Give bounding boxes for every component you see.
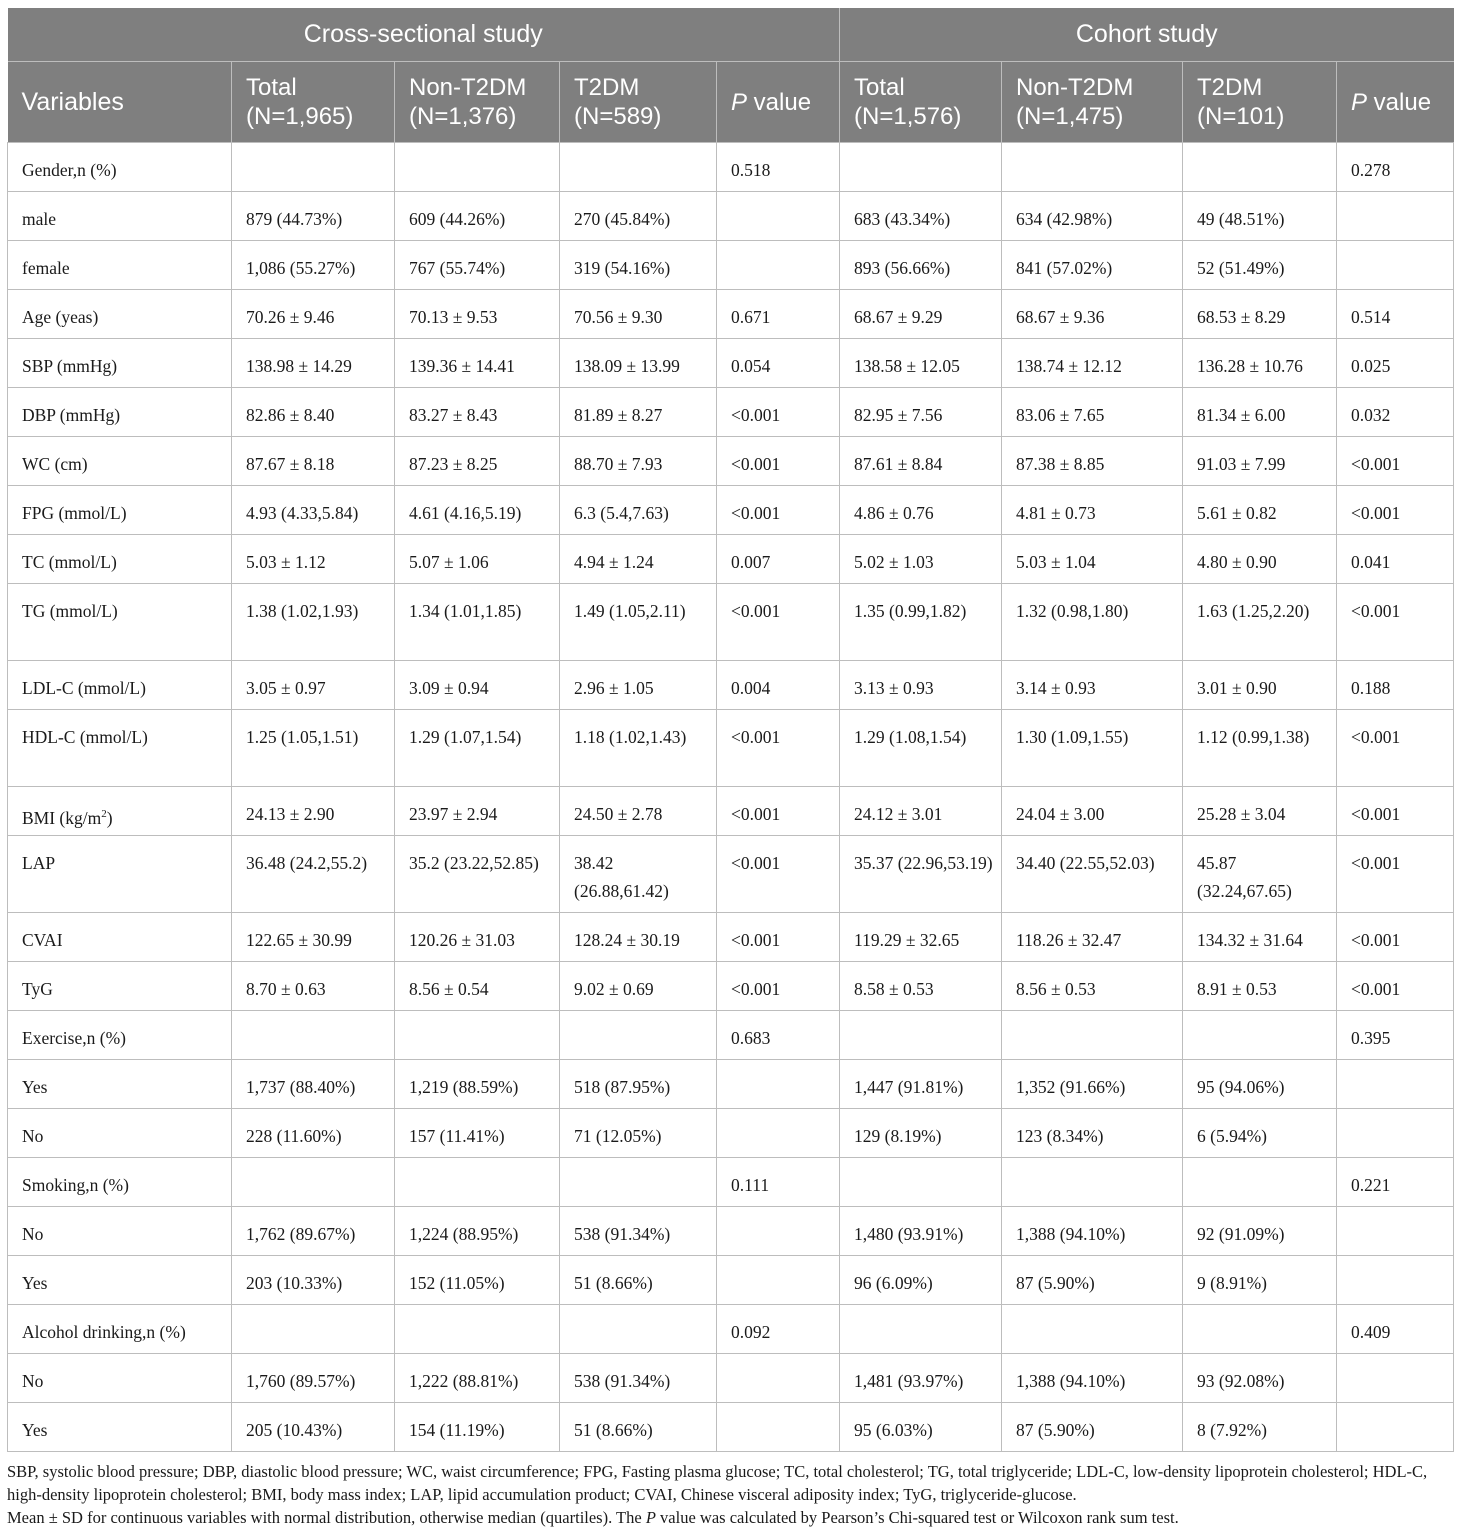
- variable-cell: male: [8, 192, 232, 241]
- value-cell: 203 (10.33%): [232, 1256, 395, 1305]
- table-row: [8, 192, 1454, 241]
- value-cell: <0.001: [717, 962, 840, 1011]
- value-cell: 87.38 ± 8.85: [1002, 437, 1183, 486]
- table-row: [8, 437, 1454, 486]
- value-cell: 4.61 (4.16,5.19): [395, 486, 560, 535]
- value-cell: 841 (57.02%): [1002, 241, 1183, 290]
- value-cell: 123 (8.34%): [1002, 1109, 1183, 1158]
- value-cell: [1337, 1060, 1454, 1109]
- value-cell: 120.26 ± 31.03: [395, 913, 560, 962]
- group-header-cohort: Cohort study: [840, 8, 1454, 62]
- value-cell: 1,447 (91.81%): [840, 1060, 1002, 1109]
- value-cell: 152 (11.05%): [395, 1256, 560, 1305]
- value-cell: [1337, 1403, 1454, 1452]
- value-cell: 87 (5.90%): [1002, 1256, 1183, 1305]
- value-cell: 1,481 (93.97%): [840, 1354, 1002, 1403]
- value-cell: [1002, 1305, 1183, 1354]
- value-cell: [717, 1403, 840, 1452]
- value-cell: 24.12 ± 3.01: [840, 787, 1002, 836]
- value-cell: 1.29 (1.08,1.54): [840, 710, 1002, 787]
- value-cell: <0.001: [717, 486, 840, 535]
- column-header-cs-t2dm: T2DM (N=589): [560, 62, 717, 143]
- value-cell: 3.05 ± 0.97: [232, 661, 395, 710]
- value-cell: 1,388 (94.10%): [1002, 1354, 1183, 1403]
- value-cell: [560, 1158, 717, 1207]
- value-cell: 0.007: [717, 535, 840, 584]
- value-cell: 205 (10.43%): [232, 1403, 395, 1452]
- value-cell: [1002, 1158, 1183, 1207]
- value-cell: 0.188: [1337, 661, 1454, 710]
- value-cell: 4.93 (4.33,5.84): [232, 486, 395, 535]
- value-cell: [717, 1207, 840, 1256]
- value-cell: 2.96 ± 1.05: [560, 661, 717, 710]
- variable-cell: Alcohol drinking,n (%): [8, 1305, 232, 1354]
- value-cell: <0.001: [717, 584, 840, 661]
- value-cell: [232, 1305, 395, 1354]
- value-cell: [840, 1305, 1002, 1354]
- value-cell: 68.67 ± 9.36: [1002, 290, 1183, 339]
- table-row: [8, 1109, 1454, 1158]
- variable-cell: Gender,n (%): [8, 143, 232, 192]
- variable-cell: Yes: [8, 1256, 232, 1305]
- variable-cell: TC (mmol/L): [8, 535, 232, 584]
- value-cell: 95 (94.06%): [1183, 1060, 1337, 1109]
- value-cell: <0.001: [1337, 836, 1454, 913]
- value-cell: <0.001: [1337, 437, 1454, 486]
- value-cell: 134.32 ± 31.64: [1183, 913, 1337, 962]
- table-row: [8, 290, 1454, 339]
- value-cell: 0.671: [717, 290, 840, 339]
- column-header-co-total: Total (N=1,576): [840, 62, 1002, 143]
- value-cell: [717, 241, 840, 290]
- value-cell: [1337, 1207, 1454, 1256]
- value-cell: 1.30 (1.09,1.55): [1002, 710, 1183, 787]
- value-cell: 157 (11.41%): [395, 1109, 560, 1158]
- value-cell: 5.07 ± 1.06: [395, 535, 560, 584]
- value-cell: 8 (7.92%): [1183, 1403, 1337, 1452]
- value-cell: 538 (91.34%): [560, 1207, 717, 1256]
- table-row: [8, 241, 1454, 290]
- variable-cell: Exercise,n (%): [8, 1011, 232, 1060]
- baseline-characteristics-table: [7, 8, 1454, 1452]
- value-cell: [395, 143, 560, 192]
- value-cell: 128.24 ± 30.19: [560, 913, 717, 962]
- value-cell: [560, 1011, 717, 1060]
- variable-cell: Smoking,n (%): [8, 1158, 232, 1207]
- value-cell: 24.13 ± 2.90: [232, 787, 395, 836]
- table-row: [8, 836, 1454, 913]
- column-header-cs-non-t2dm: Non-T2DM (N=1,376): [395, 62, 560, 143]
- variable-cell: Age (yeas): [8, 290, 232, 339]
- value-cell: [560, 143, 717, 192]
- variable-cell: BMI $(kg/m^2)$: [8, 787, 232, 836]
- value-cell: 1.49 (1.05,2.11): [560, 584, 717, 661]
- table-row: [8, 339, 1454, 388]
- value-cell: 118.26 ± 32.47: [1002, 913, 1183, 962]
- value-cell: 36.48 (24.2,55.2): [232, 836, 395, 913]
- value-cell: [1337, 1109, 1454, 1158]
- value-cell: 767 (55.74%): [395, 241, 560, 290]
- table-row: [8, 1207, 1454, 1256]
- value-cell: 129 (8.19%): [840, 1109, 1002, 1158]
- variable-cell: female: [8, 241, 232, 290]
- value-cell: 1,086 (55.27%): [232, 241, 395, 290]
- value-cell: 319 (54.16%): [560, 241, 717, 290]
- value-cell: 0.092: [717, 1305, 840, 1354]
- value-cell: 68.67 ± 9.29: [840, 290, 1002, 339]
- value-cell: 8.70 ± 0.63: [232, 962, 395, 1011]
- value-cell: 0.025: [1337, 339, 1454, 388]
- value-cell: 68.53 ± 8.29: [1183, 290, 1337, 339]
- value-cell: 8.58 ± 0.53: [840, 962, 1002, 1011]
- table-row: [8, 486, 1454, 535]
- value-cell: 0.278: [1337, 143, 1454, 192]
- variable-cell: FPG (mmol/L): [8, 486, 232, 535]
- value-cell: 3.09 ± 0.94: [395, 661, 560, 710]
- variable-cell: No: [8, 1109, 232, 1158]
- value-cell: [395, 1305, 560, 1354]
- value-cell: 25.28 ± 3.04: [1183, 787, 1337, 836]
- value-cell: <0.001: [717, 913, 840, 962]
- value-cell: 228 (11.60%): [232, 1109, 395, 1158]
- value-cell: 1.63 (1.25,2.20): [1183, 584, 1337, 661]
- value-cell: 893 (56.66%): [840, 241, 1002, 290]
- value-cell: <0.001: [1337, 962, 1454, 1011]
- value-cell: 5.61 ± 0.82: [1183, 486, 1337, 535]
- variable-cell: TG (mmol/L): [8, 584, 232, 661]
- column-header-co-t2dm: T2DM (N=101): [1183, 62, 1337, 143]
- column-header-row: [8, 62, 1454, 143]
- value-cell: 139.36 ± 14.41: [395, 339, 560, 388]
- value-cell: 1,760 (89.57%): [232, 1354, 395, 1403]
- value-cell: 3.01 ± 0.90: [1183, 661, 1337, 710]
- value-cell: 3.13 ± 0.93: [840, 661, 1002, 710]
- value-cell: <0.001: [1337, 486, 1454, 535]
- variable-cell: LDL-C (mmol/L): [8, 661, 232, 710]
- value-cell: [232, 1011, 395, 1060]
- value-cell: 49 (48.51%): [1183, 192, 1337, 241]
- value-cell: 4.81 ± 0.73: [1002, 486, 1183, 535]
- value-cell: <0.001: [1337, 787, 1454, 836]
- value-cell: [395, 1158, 560, 1207]
- value-cell: 1.18 (1.02,1.43): [560, 710, 717, 787]
- value-cell: 87.23 ± 8.25: [395, 437, 560, 486]
- value-cell: 1.12 (0.99,1.38): [1183, 710, 1337, 787]
- value-cell: 35.2 (23.22,52.85): [395, 836, 560, 913]
- value-cell: 5.03 ± 1.12: [232, 535, 395, 584]
- value-cell: 87.67 ± 8.18: [232, 437, 395, 486]
- value-cell: 83.06 ± 7.65: [1002, 388, 1183, 437]
- column-header-variables: Variables: [8, 62, 232, 143]
- value-cell: 1.29 (1.07,1.54): [395, 710, 560, 787]
- value-cell: 87.61 ± 8.84: [840, 437, 1002, 486]
- value-cell: 1.34 (1.01,1.85): [395, 584, 560, 661]
- value-cell: 4.94 ± 1.24: [560, 535, 717, 584]
- value-cell: [1183, 1305, 1337, 1354]
- value-cell: 34.40 (22.55,52.03): [1002, 836, 1183, 913]
- table-row: [8, 787, 1454, 836]
- column-header-cs-p-value: P value: [717, 62, 840, 143]
- table-row: [8, 1256, 1454, 1305]
- value-cell: 51 (8.66%): [560, 1256, 717, 1305]
- value-cell: [1002, 143, 1183, 192]
- table-row: [8, 913, 1454, 962]
- table-row: [8, 1403, 1454, 1452]
- table-row: [8, 1060, 1454, 1109]
- value-cell: [717, 1354, 840, 1403]
- value-cell: 70.56 ± 9.30: [560, 290, 717, 339]
- value-cell: [840, 143, 1002, 192]
- value-cell: [717, 1256, 840, 1305]
- value-cell: 3.14 ± 0.93: [1002, 661, 1183, 710]
- value-cell: 1,762 (89.67%): [232, 1207, 395, 1256]
- value-cell: [1337, 192, 1454, 241]
- value-cell: 91.03 ± 7.99: [1183, 437, 1337, 486]
- value-cell: <0.001: [1337, 584, 1454, 661]
- value-cell: <0.001: [1337, 913, 1454, 962]
- variable-cell: WC (cm): [8, 437, 232, 486]
- table-row: [8, 1305, 1454, 1354]
- value-cell: 1,222 (88.81%): [395, 1354, 560, 1403]
- value-cell: 9 (8.91%): [1183, 1256, 1337, 1305]
- value-cell: 81.34 ± 6.00: [1183, 388, 1337, 437]
- value-cell: 154 (11.19%): [395, 1403, 560, 1452]
- value-cell: 87 (5.90%): [1002, 1403, 1183, 1452]
- table-row: [8, 1354, 1454, 1403]
- value-cell: 0.395: [1337, 1011, 1454, 1060]
- variable-cell: DBP (mmHg): [8, 388, 232, 437]
- value-cell: 1,224 (88.95%): [395, 1207, 560, 1256]
- value-cell: 138.09 ± 13.99: [560, 339, 717, 388]
- value-cell: 24.50 ± 2.78: [560, 787, 717, 836]
- group-header-row: [8, 8, 1454, 62]
- value-cell: 0.054: [717, 339, 840, 388]
- value-cell: 71 (12.05%): [560, 1109, 717, 1158]
- value-cell: [395, 1011, 560, 1060]
- value-cell: 1,219 (88.59%): [395, 1060, 560, 1109]
- value-cell: 35.37 (22.96,53.19): [840, 836, 1002, 913]
- value-cell: 0.111: [717, 1158, 840, 1207]
- value-cell: [717, 1109, 840, 1158]
- value-cell: 1.38 (1.02,1.93): [232, 584, 395, 661]
- value-cell: 609 (44.26%): [395, 192, 560, 241]
- value-cell: <0.001: [717, 437, 840, 486]
- value-cell: 9.02 ± 0.69: [560, 962, 717, 1011]
- value-cell: 0.518: [717, 143, 840, 192]
- value-cell: 1,737 (88.40%): [232, 1060, 395, 1109]
- table-footnote: [7, 1460, 1453, 1529]
- value-cell: 8.56 ± 0.53: [1002, 962, 1183, 1011]
- value-cell: 1,480 (93.91%): [840, 1207, 1002, 1256]
- table-row: [8, 1158, 1454, 1207]
- value-cell: 270 (45.84%): [560, 192, 717, 241]
- variable-cell: SBP (mmHg): [8, 339, 232, 388]
- value-cell: [1183, 1158, 1337, 1207]
- variable-cell: Yes: [8, 1060, 232, 1109]
- value-cell: 1.35 (0.99,1.82): [840, 584, 1002, 661]
- table-container: [7, 8, 1453, 1529]
- value-cell: 52 (51.49%): [1183, 241, 1337, 290]
- value-cell: [1337, 1354, 1454, 1403]
- value-cell: 138.98 ± 14.29: [232, 339, 395, 388]
- value-cell: 0.032: [1337, 388, 1454, 437]
- value-cell: 119.29 ± 32.65: [840, 913, 1002, 962]
- value-cell: <0.001: [717, 388, 840, 437]
- value-cell: 8.91 ± 0.53: [1183, 962, 1337, 1011]
- value-cell: 138.58 ± 12.05: [840, 339, 1002, 388]
- table-row: [8, 143, 1454, 192]
- value-cell: [1337, 241, 1454, 290]
- value-cell: 122.65 ± 30.99: [232, 913, 395, 962]
- variable-cell: TyG: [8, 962, 232, 1011]
- value-cell: 0.683: [717, 1011, 840, 1060]
- footnote-abbreviations: SBP, systolic blood pressure; DBP, diastolic blood pressure; WC, waist circumference; FPG, Fasting plasma glucose; TC, total cholesterol; TG, total triglyceride; LDL-C, low-density lipoprotein cholesterol; HDL-C, high-density lipoprotein cholesterol; BMI, body mass index; LAP, lipid accumulation product; CVAI, Chinese visceral adiposity index; TyG, triglyceride-glucose.: [7, 1462, 1428, 1504]
- column-header-cs-total: Total (N=1,965): [232, 62, 395, 143]
- value-cell: 5.03 ± 1.04: [1002, 535, 1183, 584]
- value-cell: 518 (87.95%): [560, 1060, 717, 1109]
- value-cell: 45.87 (32.24,67.65): [1183, 836, 1337, 913]
- value-cell: 38.42 (26.88,61.42): [560, 836, 717, 913]
- value-cell: 6.3 (5.4,7.63): [560, 486, 717, 535]
- value-cell: [1002, 1011, 1183, 1060]
- table-row: [8, 535, 1454, 584]
- value-cell: 5.02 ± 1.03: [840, 535, 1002, 584]
- value-cell: 1.32 (0.98,1.80): [1002, 584, 1183, 661]
- value-cell: 70.13 ± 9.53: [395, 290, 560, 339]
- variable-cell: No: [8, 1207, 232, 1256]
- variable-cell: LAP: [8, 836, 232, 913]
- value-cell: [840, 1011, 1002, 1060]
- table-row: [8, 710, 1454, 787]
- value-cell: 879 (44.73%): [232, 192, 395, 241]
- table-row: [8, 584, 1454, 661]
- value-cell: 0.514: [1337, 290, 1454, 339]
- value-cell: <0.001: [1337, 710, 1454, 787]
- value-cell: 82.95 ± 7.56: [840, 388, 1002, 437]
- value-cell: [232, 1158, 395, 1207]
- value-cell: 82.86 ± 8.40: [232, 388, 395, 437]
- value-cell: 23.97 ± 2.94: [395, 787, 560, 836]
- value-cell: 634 (42.98%): [1002, 192, 1183, 241]
- value-cell: [840, 1158, 1002, 1207]
- variable-cell: CVAI: [8, 913, 232, 962]
- value-cell: 4.86 ± 0.76: [840, 486, 1002, 535]
- value-cell: 1,352 (91.66%): [1002, 1060, 1183, 1109]
- table-row: [8, 1011, 1454, 1060]
- group-header-cross-sectional: Cross-sectional study: [8, 8, 840, 62]
- value-cell: 0.004: [717, 661, 840, 710]
- value-cell: 4.80 ± 0.90: [1183, 535, 1337, 584]
- value-cell: [1183, 143, 1337, 192]
- variable-cell: Yes: [8, 1403, 232, 1452]
- value-cell: 1,388 (94.10%): [1002, 1207, 1183, 1256]
- table-row: [8, 661, 1454, 710]
- column-header-co-non-t2dm: Non-T2DM (N=1,475): [1002, 62, 1183, 143]
- value-cell: 6 (5.94%): [1183, 1109, 1337, 1158]
- value-cell: [232, 143, 395, 192]
- value-cell: <0.001: [717, 836, 840, 913]
- value-cell: <0.001: [717, 787, 840, 836]
- value-cell: 683 (43.34%): [840, 192, 1002, 241]
- value-cell: 88.70 ± 7.93: [560, 437, 717, 486]
- column-header-co-p-value: P value: [1337, 62, 1454, 143]
- value-cell: 24.04 ± 3.00: [1002, 787, 1183, 836]
- value-cell: 70.26 ± 9.46: [232, 290, 395, 339]
- value-cell: 136.28 ± 10.76: [1183, 339, 1337, 388]
- value-cell: 51 (8.66%): [560, 1403, 717, 1452]
- value-cell: [1183, 1011, 1337, 1060]
- table-row: [8, 962, 1454, 1011]
- value-cell: [717, 1060, 840, 1109]
- value-cell: [1337, 1256, 1454, 1305]
- table-body: [8, 143, 1454, 1452]
- value-cell: 0.221: [1337, 1158, 1454, 1207]
- value-cell: 1.25 (1.05,1.51): [232, 710, 395, 787]
- value-cell: 95 (6.03%): [840, 1403, 1002, 1452]
- variable-cell: No: [8, 1354, 232, 1403]
- table-row: [8, 388, 1454, 437]
- value-cell: 92 (91.09%): [1183, 1207, 1337, 1256]
- value-cell: 96 (6.09%): [840, 1256, 1002, 1305]
- variable-cell: HDL-C (mmol/L): [8, 710, 232, 787]
- value-cell: [717, 192, 840, 241]
- value-cell: 81.89 ± 8.27: [560, 388, 717, 437]
- value-cell: 138.74 ± 12.12: [1002, 339, 1183, 388]
- value-cell: <0.001: [717, 710, 840, 787]
- value-cell: 83.27 ± 8.43: [395, 388, 560, 437]
- footnote-methods: Mean ± SD for continuous variables with normal distribution, otherwise median (quartiles). The P value was calculated by Pearson’s Chi-squared test or Wilcoxon rank sum test.: [7, 1508, 1179, 1527]
- value-cell: 93 (92.08%): [1183, 1354, 1337, 1403]
- value-cell: 0.041: [1337, 535, 1454, 584]
- value-cell: [560, 1305, 717, 1354]
- value-cell: 8.56 ± 0.54: [395, 962, 560, 1011]
- value-cell: 538 (91.34%): [560, 1354, 717, 1403]
- value-cell: 0.409: [1337, 1305, 1454, 1354]
